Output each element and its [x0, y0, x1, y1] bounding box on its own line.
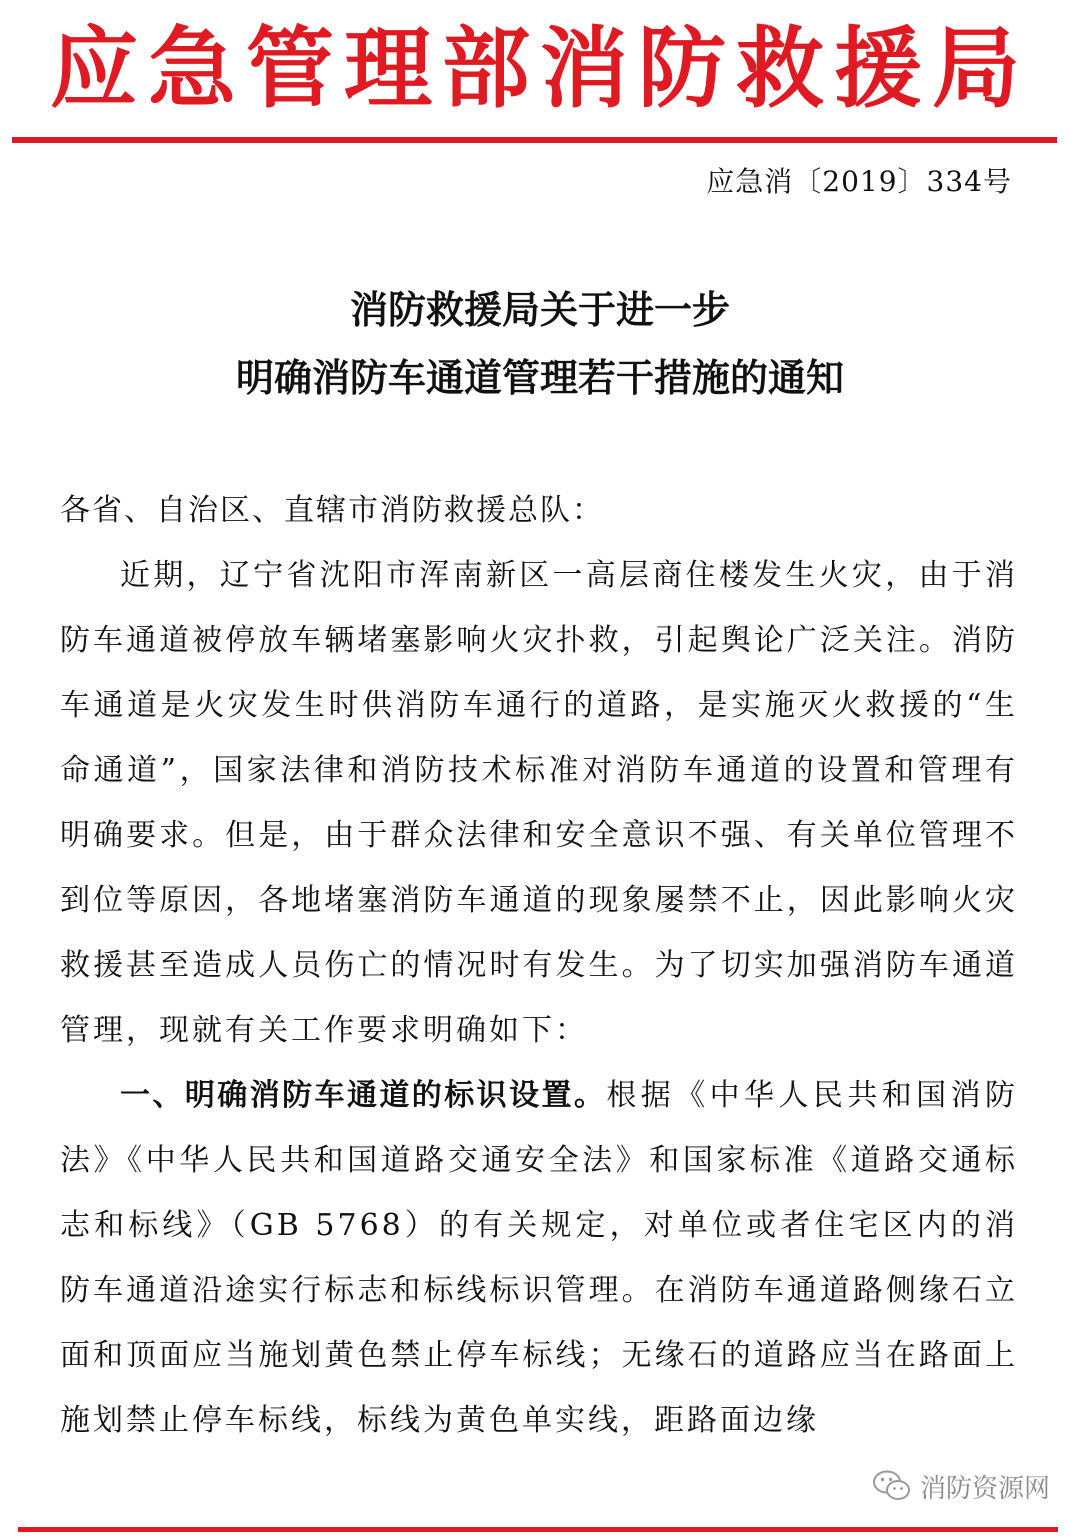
header-red-rule [12, 137, 1057, 143]
wechat-icon [872, 1469, 912, 1503]
document-title-line-2: 明确消防车通道管理若干措施的通知 [235, 356, 844, 400]
document-body [60, 478, 1018, 1453]
agency-header-title: 应急管理部消防救援局 [49, 17, 1030, 120]
document-number: 应急消〔2019〕334号 [706, 165, 1012, 198]
footer-red-rule [18, 1527, 1058, 1532]
salutation: 各省、自治区、直辖市消防救援总队： [60, 493, 604, 528]
section-1-text: 根据《中华人民共和国消防法》《中华人民共和国道路交通安全法》和国家标准《道路交通标志和标线》（GB 5768）的有关规定，对单位或者住宅区内的消防车通道沿途实行标志和标线标识管理。在消防车通道路侧缘石立面和顶面应当施划黄色禁止停车标线；无缘石的道路应当在路面上施划禁止停车标线，标线为黄色单实线，距路面边缘 [60, 1078, 1019, 1438]
intro-paragraph: 近期，辽宁省沈阳市浑南新区一高层商住楼发生火灾，由于消防车通道被停放车辆堵塞影响火灾扑救，引起舆论广泛关注。消防车通道是火灾发生时供消防车通行的道路，是实施灭火救援的“生命通道”，国家法律和消防技术标准对消防车通道的设置和管理有明确要求。但是，由于群众法律和安全意识不强、有关单位管理不到位等原因，各地堵塞消防车通道的现象屡禁不止，因此影响火灾救援甚至造成人员伤亡的情况时有发生。为了切实加强消防车通道管理，现就有关工作要求明确如下： [60, 558, 1018, 1048]
section-1-heading: 一、明确消防车通道的标识设置。 [120, 1078, 607, 1113]
source-watermark [872, 1464, 1050, 1508]
section-1-paragraph [60, 1063, 1018, 1453]
watermark-text: 消防资源网 [919, 1473, 1050, 1504]
document-title-line-1: 消防救援局关于进一步 [349, 288, 730, 332]
